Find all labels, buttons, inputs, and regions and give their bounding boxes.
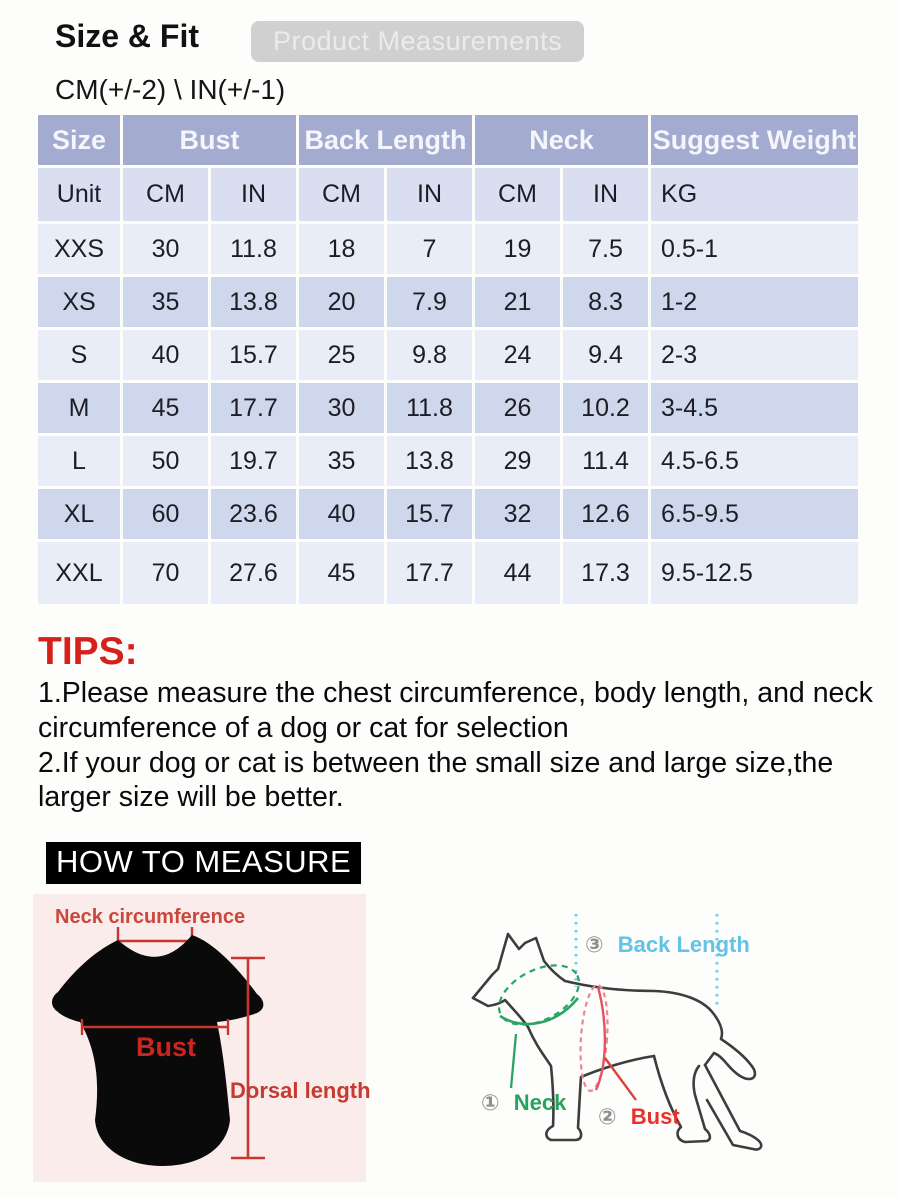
size-cell: XS: [38, 277, 120, 327]
size-cell: XXS: [38, 224, 120, 274]
neck-pointer-line: [511, 1034, 516, 1088]
table-row: [38, 542, 858, 604]
value-cell: 20: [299, 277, 384, 327]
value-cell: 10.2: [563, 383, 648, 433]
value-cell: 23.6: [211, 489, 296, 539]
value-cell: 9.8: [387, 330, 472, 380]
value-cell: 4.5-6.5: [651, 436, 858, 486]
unit-cell: KG: [651, 168, 858, 221]
value-cell: 19.7: [211, 436, 296, 486]
table-row: [38, 330, 858, 380]
value-cell: 3-4.5: [651, 383, 858, 433]
value-cell: 11.8: [387, 383, 472, 433]
product-measurements-button[interactable]: Product Measurements: [251, 21, 584, 62]
tolerance-note: CM(+/-2) \ IN(+/-1): [55, 74, 286, 105]
value-cell: 9.4: [563, 330, 648, 380]
value-cell: 15.7: [387, 489, 472, 539]
col-header-size: Size: [38, 115, 120, 165]
value-cell: 40: [299, 489, 384, 539]
col-header-back-length: Back Length: [299, 115, 472, 165]
table-row: [38, 436, 858, 486]
value-cell: 45: [123, 383, 208, 433]
value-cell: 18: [299, 224, 384, 274]
value-cell: 30: [123, 224, 208, 274]
value-cell: 9.5-12.5: [651, 542, 858, 604]
size-cell: XXL: [38, 542, 120, 604]
unit-cell: Unit: [38, 168, 120, 221]
value-cell: 8.3: [563, 277, 648, 327]
col-header-bust: Bust: [123, 115, 296, 165]
unit-cell: CM: [299, 168, 384, 221]
garment-measure-diagram: [33, 894, 371, 1182]
bust-ellipse-solid-arc: [596, 987, 605, 1090]
neck-ellipse: [489, 953, 588, 1037]
value-cell: 6.5-9.5: [651, 489, 858, 539]
value-cell: 45: [299, 542, 384, 604]
size-table: [35, 112, 861, 607]
value-cell: 2-3: [651, 330, 858, 380]
dog-measure-diagram: [448, 888, 900, 1198]
tips-line-1: 1.Please measure the chest circumference, body length, and neck circumference of a dog or cat for selection: [38, 677, 873, 744]
value-cell: 17.7: [211, 383, 296, 433]
col-header-neck: Neck: [475, 115, 648, 165]
value-cell: 15.7: [211, 330, 296, 380]
size-cell: L: [38, 436, 120, 486]
value-cell: 35: [123, 277, 208, 327]
garment-dorsal-label: Dorsal length: [230, 1078, 371, 1103]
value-cell: 24: [475, 330, 560, 380]
value-cell: 7.9: [387, 277, 472, 327]
garment-bust-label: Bust: [136, 1032, 196, 1062]
unit-cell: IN: [387, 168, 472, 221]
dog-bust-label: ② Bust: [598, 1104, 680, 1129]
table-row: [38, 224, 858, 274]
value-cell: 40: [123, 330, 208, 380]
size-cell: M: [38, 383, 120, 433]
value-cell: 60: [123, 489, 208, 539]
size-cell: S: [38, 330, 120, 380]
value-cell: 7: [387, 224, 472, 274]
value-cell: 50: [123, 436, 208, 486]
value-cell: 35: [299, 436, 384, 486]
value-cell: 11.4: [563, 436, 648, 486]
col-header-suggest-weight: Suggest Weight: [651, 115, 858, 165]
tips-body: [38, 676, 874, 815]
page-title: Size & Fit: [55, 18, 200, 54]
garment-neck-label: Neck circumference: [55, 906, 246, 928]
unit-cell: CM: [475, 168, 560, 221]
value-cell: 44: [475, 542, 560, 604]
tips-heading: TIPS:: [38, 630, 138, 673]
value-cell: 26: [475, 383, 560, 433]
value-cell: 12.6: [563, 489, 648, 539]
unit-cell: IN: [211, 168, 296, 221]
neck-ellipse-solid-arc: [500, 998, 578, 1024]
dog-back-length-label: ③ Back Length: [585, 932, 750, 957]
tips-line-2: 2.If your dog or cat is between the small size and large size,the larger size will be better.: [38, 746, 834, 814]
value-cell: 17.7: [387, 542, 472, 604]
value-cell: 27.6: [211, 542, 296, 604]
value-cell: 13.8: [211, 277, 296, 327]
how-to-measure-heading: HOW TO MEASURE: [46, 842, 361, 884]
value-cell: 30: [299, 383, 384, 433]
unit-cell: IN: [563, 168, 648, 221]
value-cell: 13.8: [387, 436, 472, 486]
table-header-row: [38, 115, 858, 165]
table-row: [38, 277, 858, 327]
value-cell: 32: [475, 489, 560, 539]
table-unit-row: [38, 168, 858, 221]
value-cell: 21: [475, 277, 560, 327]
value-cell: 70: [123, 542, 208, 604]
value-cell: 1-2: [651, 277, 858, 327]
value-cell: 29: [475, 436, 560, 486]
value-cell: 0.5-1: [651, 224, 858, 274]
table-row: [38, 383, 858, 433]
table-row: [38, 489, 858, 539]
value-cell: 7.5: [563, 224, 648, 274]
value-cell: 11.8: [211, 224, 296, 274]
unit-cell: CM: [123, 168, 208, 221]
value-cell: 25: [299, 330, 384, 380]
size-cell: XL: [38, 489, 120, 539]
value-cell: 17.3: [563, 542, 648, 604]
dog-neck-label: ① Neck: [481, 1090, 567, 1115]
value-cell: 19: [475, 224, 560, 274]
